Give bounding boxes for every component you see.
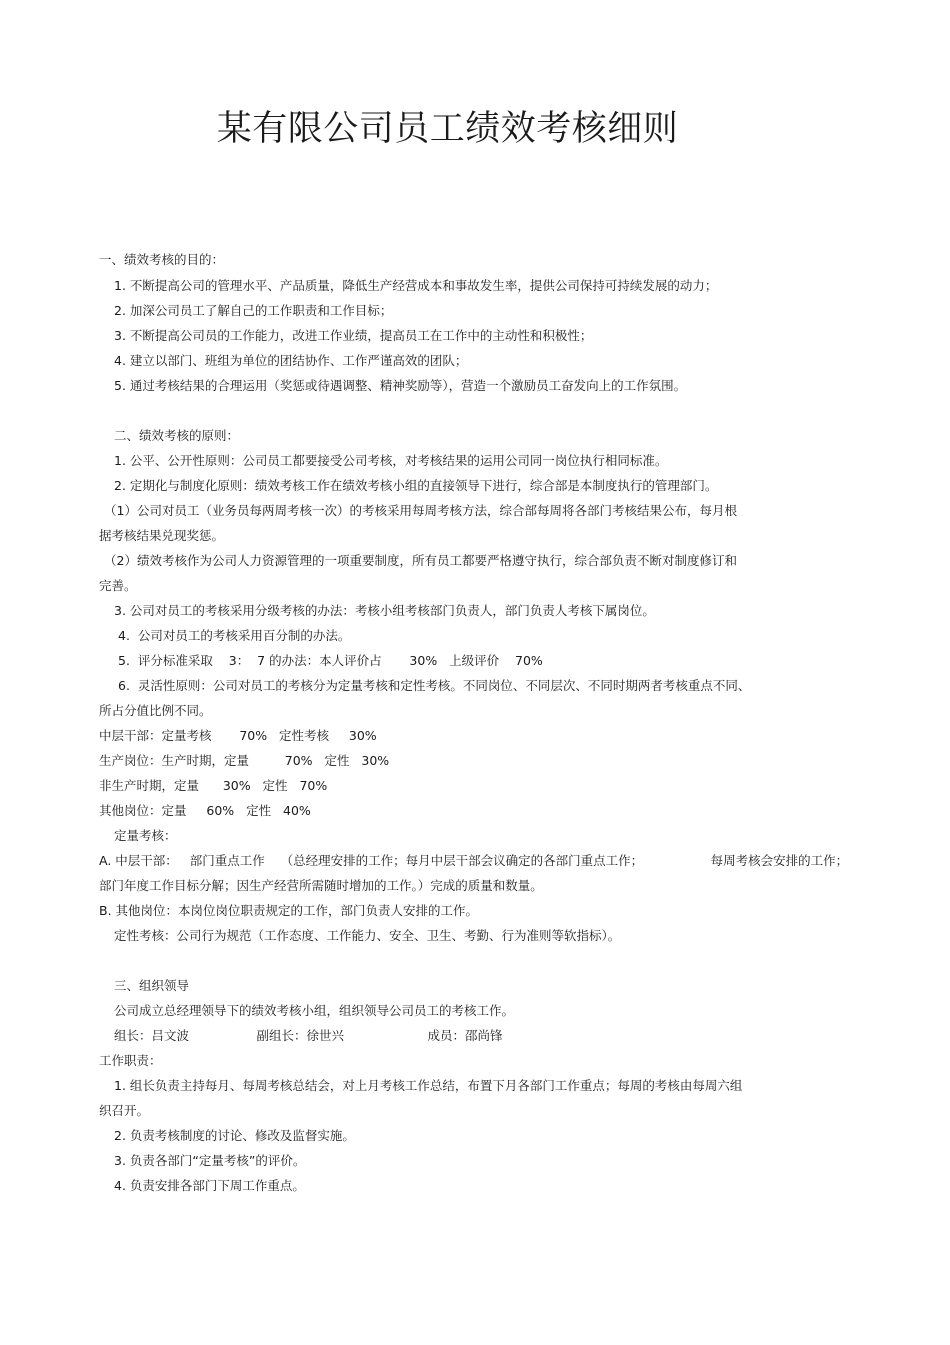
paragraph-line: 中层干部：定量考核 70% 定性考核 30% [99, 728, 377, 743]
paragraph-line: 工作职责： [99, 1053, 162, 1068]
paragraph-line: 其他岗位：定量 60% 定性 40% [99, 803, 311, 818]
paragraph-line: 据考核结果兑现奖惩。 [99, 528, 225, 543]
paragraph-line: （1）公司对员工（业务员每两周考核一次）的考核采用每周考核方法，综合部每周将各部门考核结果公布，每月根 [104, 503, 737, 518]
paragraph-line: 4. 建立以部门、班组为单位的团结协作、工作严谨高效的团队； [114, 353, 468, 368]
paragraph-line: 5. 评分标准采取 3： 7 的办法：本人评价占 30% 上级评价 70% [118, 653, 543, 668]
paragraph-line: 3. 负责各部门“定量考核”的评价。 [114, 1153, 306, 1168]
paragraph-line: 3. 公司对员工的考核采用分级考核的办法：考核小组考核部门负责人，部门负责人考核下属岗位。 [114, 603, 655, 618]
document-title: 某有限公司员工绩效考核细则 [216, 109, 679, 149]
paragraph-line: 3. 不断提高公司员的工作能力，改进工作业绩，提高员工在工作中的主动性和积极性； [114, 328, 593, 343]
paragraph-line: 2. 定期化与制度化原则：绩效考核工作在绩效考核小组的直接领导下进行，综合部是本制度执行的管理部门。 [114, 478, 718, 493]
paragraph-line: （2）绩效考核作为公司人力资源管理的一项重要制度，所有员工都要严格遵守执行，综合部负责不断对制度修订和 [104, 553, 737, 568]
section-heading-organization: 三、组织领导 [114, 978, 190, 993]
paragraph-line: 2. 负责考核制度的讨论、修改及监督实施。 [114, 1128, 355, 1143]
paragraph-line: 织召开。 [99, 1103, 150, 1118]
paragraph-line: 2. 加深公司员工了解自己的工作职责和工作目标； [114, 303, 393, 318]
paragraph-line: 公司成立总经理领导下的绩效考核小组，组织领导公司员工的考核工作。 [114, 1003, 515, 1018]
paragraph-line: 6. 灵活性原则：公司对员工的考核分为定量考核和定性考核。不同岗位、不同层次、不同时期两者考核重点不同、 [118, 678, 751, 693]
paragraph-line: 1. 不断提高公司的管理水平、产品质量，降低生产经营成本和事故发生率，提供公司保持可持续发展的动力； [114, 278, 718, 293]
paragraph-line: 部门年度工作目标分解；因生产经营所需随时增加的工作。）完成的质量和数量。 [99, 878, 543, 893]
paragraph-line: 1. 组长负责主持每月、每周考核总结会，对上月考核工作总结，布置下月各部门工作重点；每周的考核由每周六组 [114, 1078, 743, 1093]
paragraph-line: 定量考核： [114, 828, 177, 843]
section-heading-principles: 二、绩效考核的原则： [114, 428, 240, 443]
paragraph-line: 组长：吕文波 副组长：徐世兴 成员：邵尚锋 [114, 1028, 503, 1043]
paragraph-line: 1. 公平、公开性原则：公司员工都要接受公司考核，对考核结果的运用公司同一岗位执行相同标准。 [114, 453, 668, 468]
paragraph-line: 生产岗位：生产时期，定量 70% 定性 30% [99, 753, 390, 768]
paragraph-line: 完善。 [99, 578, 137, 593]
paragraph-line: A. 中层干部： 部门重点工作 （总经理安排的工作；每月中层干部会议确定的各部门重点工作； 每周考核会安排的工作； [99, 853, 849, 868]
paragraph-line: 定性考核：公司行为规范（工作态度、工作能力、安全、卫生、考勤、行为准则等软指标）。 [114, 928, 621, 943]
paragraph-line: 5. 通过考核结果的合理运用（奖惩或待遇调整、精神奖励等），营造一个激励员工奋发向上的工作氛围。 [114, 378, 687, 393]
section-heading-purpose: 一、绩效考核的目的： [99, 252, 225, 267]
paragraph-line: B. 其他岗位：本岗位岗位职责规定的工作，部门负责人安排的工作。 [99, 903, 479, 918]
paragraph-line: 非生产时期，定量 30% 定性 70% [99, 778, 328, 793]
paragraph-line: 4. 公司对员工的考核采用百分制的办法。 [118, 628, 351, 643]
paragraph-line: 4. 负责安排各部门下周工作重点。 [114, 1178, 305, 1193]
paragraph-line: 所占分值比例不同。 [99, 703, 212, 718]
